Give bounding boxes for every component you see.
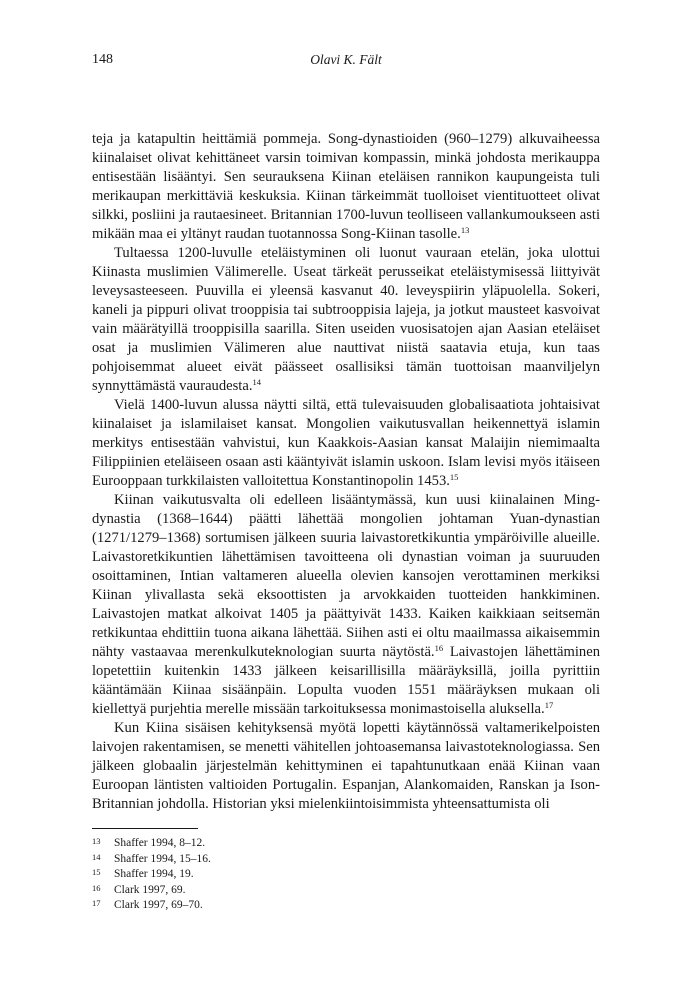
footnote-reference: 15 [449, 472, 459, 482]
footnote [92, 852, 600, 868]
footnote-number: 13 [92, 836, 101, 846]
paragraph-text: Kun Kiina sisäisen kehityksensä myötä lopetti käytännössä valtamerikelpoisten laivojen rakentamisen, se menetti vähitellen johtoasemansa laivastoteknologiassa. Sen jälkeen globaalin järjestelmän kehittyminen ei tapahtunutkaan enää Kiinan vaan Euroopan läntisten valtioiden Portugalin. Espanjan, Alankomaiden, Ranskan ja Ison-Britannian johdolla. Historian yksi mielenkiintoisimmista yhteensattumista oli [92, 720, 600, 812]
footnote-reference: 16 [434, 643, 444, 653]
footnote-text: Shaffer 1994, 19. [114, 868, 194, 880]
paragraph-text: teja ja katapultin heittämiä pommeja. Song-dynastioiden (960–1279) alkuvaiheessa kiinalaiset olivat kehittäneet varsin toimivan kompassin, minkä johdosta merikauppa entisestään lisääntyi. Sen seurauksena Kiinan eteläisen rannikon kaupungeista tuli merikaupan merkittäviä keskuksia. Kiinan tärkeimmät tuolloiset vientituotteet olivat silkki, posliini ja rautaesineet. Britannian 1700-luvun teolliseen vallankumoukseen asti mikään maa ei yltänyt raudan tuotannossa Song-Kiinan tasolle. [92, 131, 600, 242]
footnote-text: Shaffer 1994, 15–16. [114, 852, 211, 865]
paragraph-text: Tultaessa 1200-luvulle eteläistyminen oli luonut vauraan etelän, joka ulottui Kiinasta muslimien Välimerelle. Useat tärkeät perusseikat eteläistymisessä liittyivät leveysasteeseen. Puuvilla ei yleensä kasvanut 40. leveyspiirin yläpuolella. Sokeri, kaneli ja pippuri olivat trooppisia tai subtrooppisia lajeja, ja jotkut mausteet kasvoivat vain määrätyillä trooppisilla saarilla. Siten useiden vuosisatojen ajan Aasian eteläiset osat ja muslimien Välimeren alue nauttivat niistä saatavia etuja, kun taas pohjoisemmat alueet eivät päässeet osallisiksi tämän tuottoisan maanviljelyn synnyttämästä vauraudesta. [92, 245, 600, 394]
footnote-number: 17 [92, 898, 101, 908]
footnote-text: Shaffer 1994, 8–12. [114, 837, 206, 849]
footnotes [92, 836, 600, 914]
paragraph-text: Laivastojen lähettäminen lopetettiin kuitenkin 1433 jälkeen keisarillisilla määräyksillä, joilla pyrittiin kääntämään Kiinaa sisäänpäin. Lopulta vuoden 1551 määräyksen mukaan oli kiellettyä purjehtia merelle missään tarkoituksessa monimastoisella aluksella. [92, 644, 600, 717]
paragraph [92, 719, 600, 814]
paragraph [92, 130, 600, 244]
footnote-reference: 13 [460, 225, 470, 235]
paragraph [92, 491, 600, 719]
page-header [92, 52, 600, 72]
paragraph [92, 396, 600, 491]
paragraph [92, 244, 600, 396]
footnote-reference: 17 [544, 700, 554, 710]
footnote-number: 16 [92, 882, 101, 893]
footnote-number: 14 [92, 851, 101, 862]
footnote [92, 883, 600, 899]
footnote-divider [92, 828, 198, 829]
footnote-text: Clark 1997, 69. [114, 883, 186, 896]
running-head: Olavi K. Fält [310, 52, 382, 67]
footnote [92, 867, 600, 883]
page-number: 148 [92, 52, 113, 67]
body-text [92, 130, 600, 814]
footnote [92, 836, 600, 852]
footnote-reference: 14 [252, 377, 261, 387]
paragraph-text: Vielä 1400-luvun alussa näytti siltä, että tulevaisuuden globalisaatiota johtaisivat kiinalaiset ja islamilaiset kansat. Mongolien vaikutusvallan heikennettyä islamin merkitys entisestään vahvistui, kun Kaakkois-Aasian kansat Malaijin niemimaalta Filippiinien eteläiseen osaan asti kääntyivät islamin uskoon. Islam levisi myös itäiseen Eurooppaan turkkilaisten valloitettua Konstantinopolin 1453. [92, 397, 600, 489]
footnote [92, 898, 600, 914]
footnote-number: 15 [92, 867, 101, 877]
paragraph-text: Kiinan vaikutusvalta oli edelleen lisääntymässä, kun uusi kiinalainen Ming-dynastia (1368–1644) päätti lähettää mongolien johtaman Yuan-dynastian (1271/1279–1368) sortumisen jälkeen suuria laivastoretkikuntia ympäröiville alueille. Laivastoretkikuntien lähettämisen tavoitteena oli dynastian voiman ja suuruuden osoittaminen, Intian valtameren alueella olevien kansojen verottaminen merkiksi Kiinan ylivallasta sekä eksoottisten ja arvokkaiden tuotteiden hankkiminen. Laivastojen matkat alkoivat 1405 ja päättyivät 1433. Kaiken kaikkiaan seitsemän retkikuntaa ehdittiin tuona aikana lähettää. Siihen asti ei oltu maailmassa aikaisemmin nähty vastaavaa merenkulkuteknologian suurta näytöstä. [92, 492, 600, 660]
footnote-text: Clark 1997, 69–70. [114, 899, 203, 911]
